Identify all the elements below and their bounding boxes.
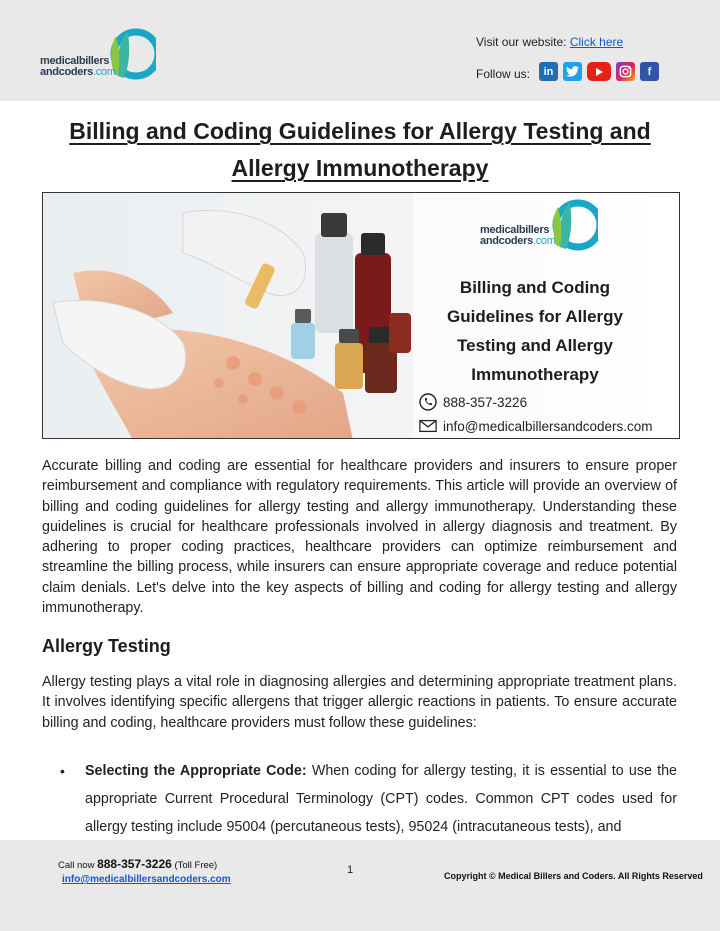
logo-wordmark <box>40 56 116 78</box>
envelope-icon <box>419 417 437 435</box>
footer-call-prefix: Call now <box>58 860 95 871</box>
twitter-icon[interactable] <box>563 62 582 81</box>
logo-line1: medicalbillers <box>40 55 110 67</box>
page-title <box>30 113 690 187</box>
footer-band <box>0 840 720 931</box>
hero-logo-wordmark <box>480 225 556 247</box>
hero-logo <box>480 197 600 253</box>
header-band <box>0 0 720 101</box>
hero-title-line: Testing and Allergy <box>457 336 613 355</box>
phone-icon <box>419 393 437 411</box>
visit-label: Visit our website: <box>476 35 567 49</box>
title-line2: Allergy Immunotherapy <box>231 155 489 181</box>
title-line1: Billing and Coding Guidelines for Allergy Testing and <box>69 118 651 144</box>
hero-logo-suffix: .com <box>532 235 556 247</box>
footer-call <box>58 857 217 871</box>
hero-phone-number: 888-357-3226 <box>443 394 528 410</box>
hero-email-address: info@medicalbillersandcoders.com <box>443 418 653 434</box>
hero-title-line: Guidelines for Allergy <box>446 307 624 326</box>
hero-title <box>435 273 635 389</box>
linkedin-icon[interactable]: in <box>539 62 558 81</box>
logo-suffix: .com <box>92 66 116 78</box>
footer-phone: 888-357-3226 <box>97 857 172 871</box>
bullet-body: When coding for allergy testing, it is essential to use the appropriate Current Procedural Terminology (CPT) codes. Common CPT codes used for allergy testing include 95004 (percutaneous tests), 95024 (intracutaneous tests), and <box>85 763 677 835</box>
footer-copyright: Copyright © Medical Billers and Coders. All Rights Reserved <box>444 871 703 881</box>
company-logo[interactable] <box>40 26 160 88</box>
bullet-text <box>85 757 677 841</box>
social-links <box>539 62 659 81</box>
visit-website <box>476 35 623 49</box>
click-here-link[interactable]: Click here <box>569 35 624 49</box>
instagram-icon[interactable] <box>616 62 635 81</box>
footer-toll-free: (Toll Free) <box>174 860 218 871</box>
hero-logo-line1: medicalbillers <box>480 224 550 236</box>
hero-title-line: Billing and Coding <box>459 278 611 297</box>
section-heading: Allergy Testing <box>42 636 171 656</box>
bullet-lead: Selecting the Appropriate Code: <box>85 763 307 779</box>
intro-paragraph: Accurate billing and coding are essential for healthcare providers and insurers to ensure proper reimbursement and compliance with regulatory requirements. This article will provide an overview of billing and coding guidelines for allergy testing and allergy immunotherapy. Understanding these guidelines is crucial for healthcare professionals involved in allergy diagnosis and treatment. By adhering to proper coding practices, healthcare providers can optimize reimbursement and streamline the billing process, while insurers can ensure appropriate coverage and reduce potential claim denials. Let's delve into the key aspects of billing and coding for allergy testing and allergy immunotherapy. <box>42 458 677 617</box>
page-number: 1 <box>347 864 354 876</box>
follow-label: Follow us: <box>476 67 531 81</box>
logo-line2: andcoders <box>40 66 93 78</box>
hero-phone <box>419 393 527 411</box>
hero-title-line: Immunotherapy <box>471 365 599 384</box>
facebook-icon[interactable]: f <box>640 62 659 81</box>
footer-email-link[interactable]: info@medicalbillersandcoders.com <box>62 874 231 885</box>
hero-email <box>419 417 653 435</box>
youtube-icon[interactable] <box>587 62 611 81</box>
bullet-dot: • <box>60 763 65 779</box>
hero-image <box>42 192 680 439</box>
section-paragraph: Allergy testing plays a vital role in diagnosing allergies and determining appropriate treatment plans. It involves identifying specific allergens that trigger allergic reactions in patients. To ensure accurate billing and coding, healthcare providers must follow these guidelines: <box>42 674 677 731</box>
hero-logo-line2: andcoders <box>480 235 533 247</box>
